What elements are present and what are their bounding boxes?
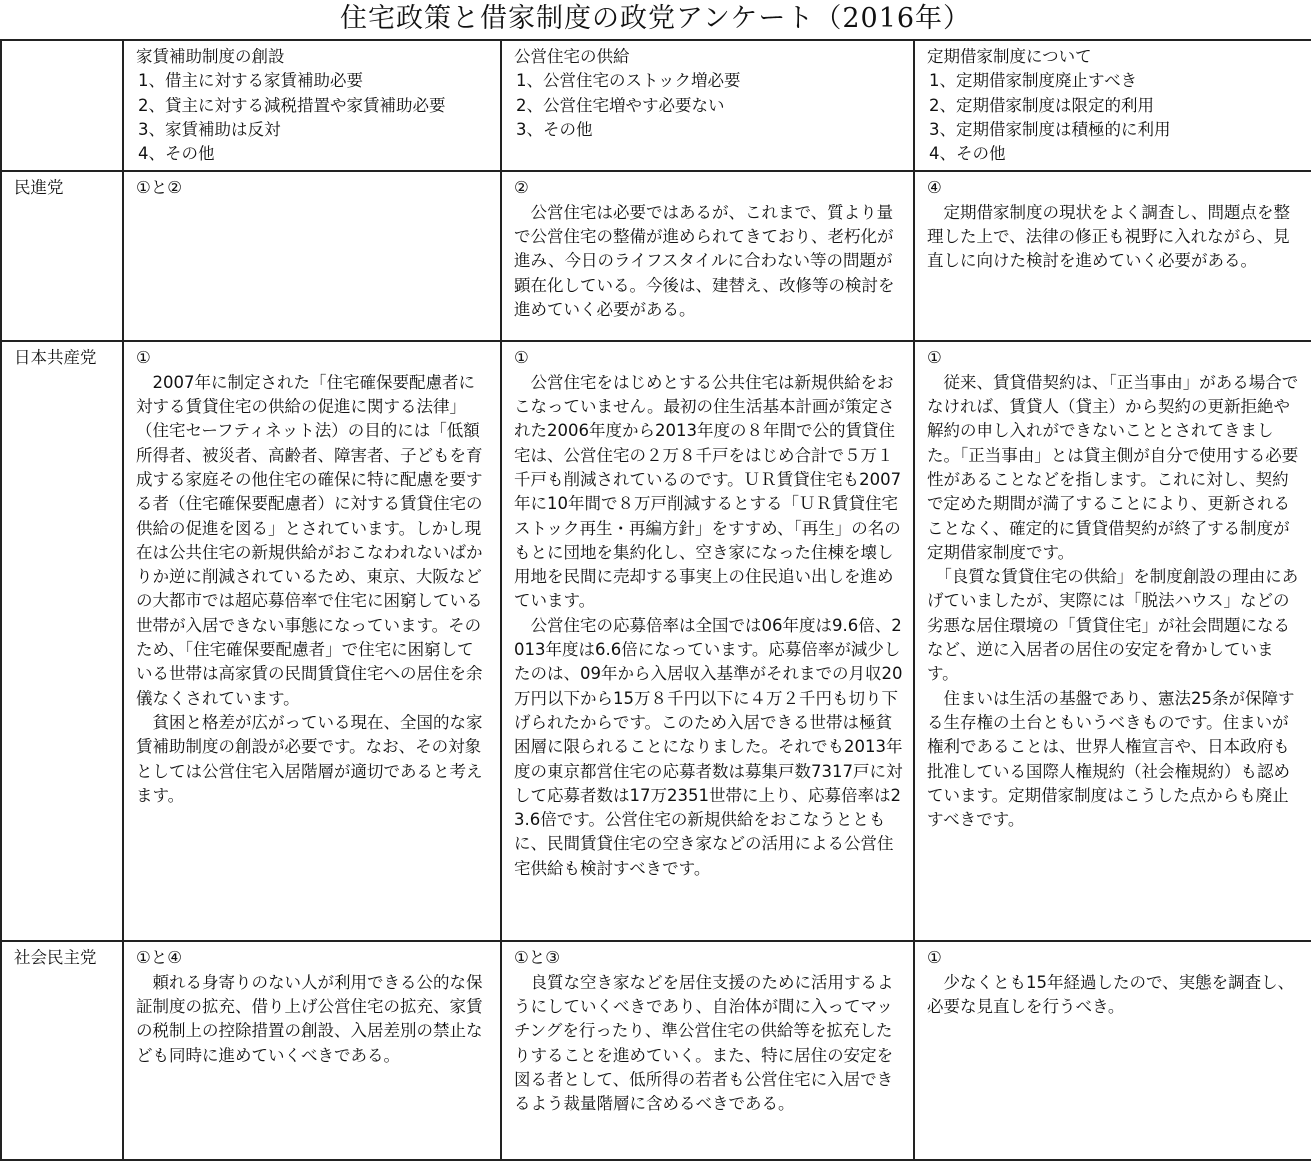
answer-comment: 定期借家制度の現状をよく調査し、問題点を整理した上で、法律の修正も視野に入れながら、見直しに向けた検討を進めていく必要がある。 bbox=[927, 202, 1290, 271]
answer-choice: ①と④ bbox=[136, 948, 183, 968]
answer-cell bbox=[914, 341, 1311, 941]
answer-comment: 良質な空き家などを居住支援のために活用するようにしていくべきであり、自治体が間に入ってマッチングを行ったり、準公営住宅の供給等を拡充したりすることを進めていく。また、特に居住の安定を図る者として、低所得の若者も公営住宅に入居できるよう裁量階層に含めるべきである。 bbox=[514, 972, 894, 1114]
answer-choice: ② bbox=[514, 178, 529, 198]
question-title: 公営住宅の供給 bbox=[514, 47, 630, 66]
answer-comment: 2007年に制定された「住宅確保要配慮者に対する賃貸住宅の供給の促進に関する法律」（住宅セーフティネット法）の目的には「低額所得者、被災者、高齢者、障害者、子どもを育成する家庭その他住宅の確保に特に配慮を要する者（住宅確保要配慮者）に対する賃貸住宅の供給の促進を図る」とされています。しかし現在は公共住宅の新規供給がおこなわれないばかりか逆に削減されているため、東京、大阪などの大都市では超応募倍率で住宅に困窮している世帯が入居できない事態になっています。そのため、「住宅確保要配慮者」で住宅に困窮している世帯は高家賃の民間賃貸住宅への居住を余儀なくされています。 貧困と格差が広がっている現在、全国的な家賃補助制度の創設が必要です。なお、その対象としては公営住宅入居階層が適切であると考えます。 bbox=[136, 372, 483, 805]
question-option: 2、定期借家制度は限定的利用 bbox=[929, 95, 1154, 115]
answer-cell bbox=[123, 341, 501, 941]
party-name: 民進党 bbox=[1, 171, 123, 341]
question-option: 3、その他 bbox=[516, 119, 593, 139]
answer-comment: 少なくとも15年経過したので、実態を調査し、必要な見直しを行うべき。 bbox=[927, 972, 1295, 1017]
answer-choice: ①と② bbox=[136, 178, 183, 198]
question-option: 2、貸主に対する減税措置や家賃補助必要 bbox=[138, 95, 446, 115]
answer-choice: ① bbox=[514, 348, 529, 368]
header-cell-fixed-term-lease bbox=[914, 40, 1311, 171]
answer-choice: ①と③ bbox=[514, 948, 561, 968]
page-title: 住宅政策と借家制度の政党アンケート（2016年） bbox=[339, 3, 972, 34]
question-option: 1、借主に対する家賃補助必要 bbox=[138, 71, 363, 91]
answer-cell bbox=[501, 941, 914, 1160]
party-name: 日本共産党 bbox=[1, 341, 123, 941]
header-corner-cell bbox=[1, 40, 123, 171]
party-row-jcp bbox=[1, 341, 1311, 941]
question-title: 定期借家制度について bbox=[927, 47, 1092, 66]
answer-cell bbox=[123, 941, 501, 1160]
party-row-minshin bbox=[1, 171, 1311, 341]
question-option: 2、公営住宅増やす必要ない bbox=[516, 95, 725, 115]
answer-comment: 頼れる身寄りのない人が利用できる公的な保証制度の拡充、借り上げ公営住宅の拡充、家賃の税制上の控除措置の創設、入居差別の禁止なども同時に進めていくべきである。 bbox=[136, 972, 483, 1065]
question-option: 1、定期借家制度廃止すべき bbox=[929, 71, 1138, 91]
party-row-sdp bbox=[1, 941, 1311, 1160]
survey-table bbox=[0, 39, 1311, 1161]
answer-choice: ① bbox=[927, 948, 942, 968]
question-option: 4、その他 bbox=[138, 144, 215, 164]
answer-cell bbox=[123, 171, 501, 341]
answer-comment: 公営住宅は必要ではあるが、これまで、質より量で公営住宅の整備が進められてきており、老朽化が進み、今日のライフスタイルに合わない等の問題が顕在化している。今後は、建替え、改修等の検討を進めていく必要がある。 bbox=[514, 202, 895, 319]
question-option: 3、家賃補助は反対 bbox=[138, 119, 281, 139]
answer-cell bbox=[501, 341, 914, 941]
answer-choice: ④ bbox=[927, 178, 942, 198]
answer-choice: ① bbox=[136, 348, 151, 368]
question-title: 家賃補助制度の創設 bbox=[136, 47, 285, 66]
answer-cell bbox=[501, 171, 914, 341]
header-row bbox=[1, 40, 1311, 171]
question-option: 4、その他 bbox=[929, 144, 1006, 164]
answer-choice: ① bbox=[927, 348, 942, 368]
header-cell-rent-subsidy bbox=[123, 40, 501, 171]
question-option: 3、定期借家制度は積極的に利用 bbox=[929, 119, 1171, 139]
header-cell-public-housing bbox=[501, 40, 914, 171]
answer-cell bbox=[914, 941, 1311, 1160]
answer-comment: 公営住宅をはじめとする公共住宅は新規供給をおこなっていません。最初の住生活基本計画が策定された2006年度から2013年度の８年間で公的賃貸住宅は、公営住宅の２万８千戸をはじめ合計で５万１千戸も削減されているのです。ＵＲ賃貸住宅も2007年に10年間で８万戸削減するとする「ＵＲ賃貸住宅ストック再生・再編方針」をすすめ、「再生」の名のもとに団地を集約化し、空き家になった住棟を壊し用地を民間に売却する事実上の住民追い出しを進めています。 公営住宅の応募倍率は全国では06年度は9.6倍、2013年度は6.6倍になっています。応募倍率が減少したのは、09年から入居収入基準がそれまでの月収20万円以下から15万８千円以下に４万２千円も切り下げられたからです。このため入居できる世帯は極貧困層に限られることになりました。それでも2013年度の東京都営住宅の応募者数は募集戸数7317戸に対して応募者数は17万2351世帯に上り、応募倍率は23.6倍です。公営住宅の新規供給をおこなうとともに、民間賃貸住宅の空き家などの活用による公営住宅供給も検討すべきです。 bbox=[514, 372, 903, 878]
answer-cell bbox=[914, 171, 1311, 341]
answer-comment: 従来、賃貸借契約は、「正当事由」がある場合でなければ、賃貸人（貸主）から契約の更新拒絶や解約の申し入れができないこととされてきました。「正当事由」とは貸主側が自分で使用する必要性があることなどを指します。これに対し、契約で定めた期間が満了することにより、更新されることなく、確定的に賃貸借契約が終了する制度が定期借家制度です。 「良質な賃貸住宅の供給」を制度創設の理由にあげていましたが、実際には「脱法ハウス」などの劣悪な居住環境の「賃貸住宅」が社会問題になるなど、逆に入居者の居住の安定を脅かしています。 住まいは生活の基盤であり、憲法25条が保障する生存権の土台ともいうべきものです。住まいが権利であることは、世界人権宣言や、日本政府も批准している国際人権規約（社会権規約）も認めています。定期借家制度はこうした点からも廃止すべきです。 bbox=[927, 372, 1299, 830]
party-name: 社会民主党 bbox=[1, 941, 123, 1160]
question-option: 1、公営住宅のストック増必要 bbox=[516, 71, 741, 91]
